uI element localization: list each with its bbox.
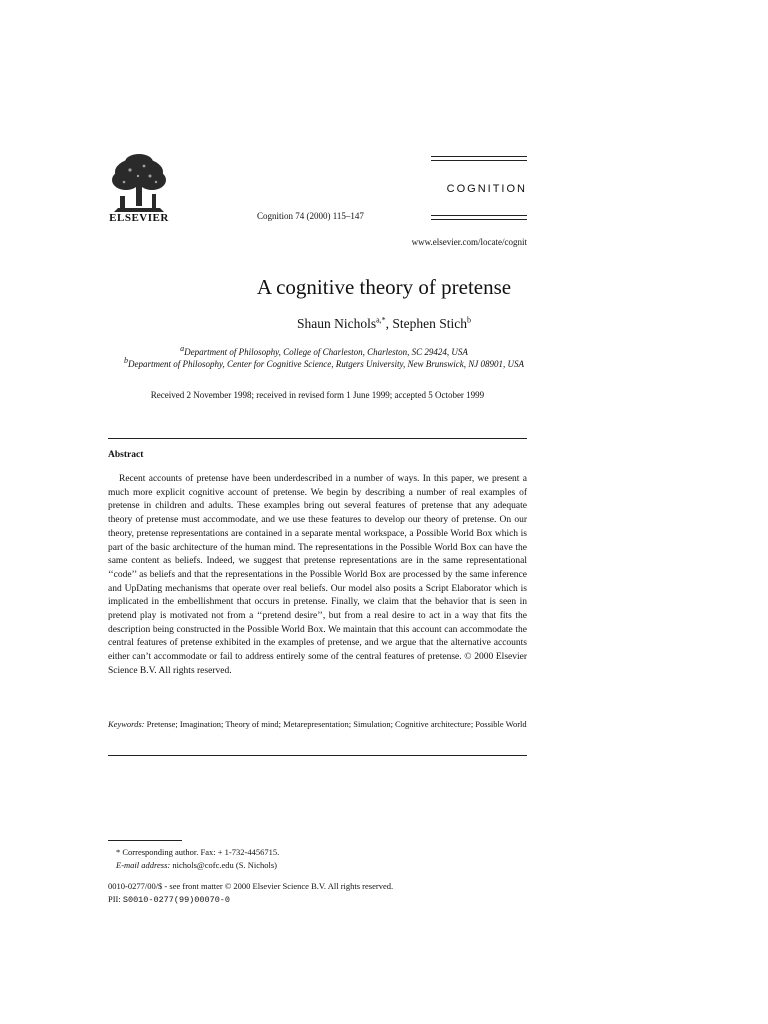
pii-label: PII: [108,894,121,904]
footnote-rule [108,840,182,841]
journal-url[interactable]: www.elsevier.com/locate/cognit [411,237,527,247]
abstract-text: Recent accounts of pretense have been underdescribed in a number of ways. In this paper, we present a much more explicit cognitive account of pretense. We begin by describing a number of real examples of pretense in children and adults. These examples bring out several features of pretense that any adequate theory of pretense must accommodate, and we use these features to develop our theory of pretense. On our theory, pretense representations are contained in a separate mental workspace, a Possible World Box which is part of the basic architecture of the human mind. The representations in the Possible World Box can have the same content as beliefs. Indeed, we suggest that pretense representations are in the same representational ‘‘code’’ as beliefs and that the representations in the Possible World Box are processed by the same inference and UpDating mechanisms that operate over real beliefs. Our model also posits a Script Elaborator which is implicated in the embellishment that occurs in pretense. Finally, we claim that the behavior that is seen in pretend play is motivated not from a ‘‘pretend desire’’, but from a real desire to act in a way that fits the description being constructed in the Possible World Box. We maintain that this account can accommodate the central features of pretense exhibited in the examples of pretense, and we argue that the alternative accounts either can’t accommodate or fail to address entirely some of the central features of pretense. © 2000 Elsevier Science B.V. All rights reserved. [108,474,527,676]
abstract-top-rule [108,438,527,439]
author-name: Shaun Nichols [296,316,377,331]
email-address[interactable]: nichols@cofc.edu (S. Nichols) [172,859,277,870]
copyright-block [108,880,393,907]
journal-name: COGNITION [446,183,527,195]
author-affiliation-marker: b [467,315,472,325]
keywords-label: Keywords: [108,719,145,729]
paper-title: A cognitive theory of pretense [256,275,512,299]
pii-code: S0010-0277(99)00070-0 [122,895,230,905]
email-label: E-mail address: [116,859,171,870]
keywords [108,718,527,731]
issn-line: 0010-0277/00/$ - see front matter © 2000 Elsevier Science B.V. All rights reserved. [108,881,394,891]
affiliation-b: $^b$Department of Philosophy, Center for Cognitive Science, Rutgers University, New Brunswick, NJ 08901, USA [124,356,524,369]
journal-rule-top-1 [431,156,527,157]
author-name: Stephen Stich [392,316,468,331]
publisher-name: ELSEVIER [109,212,169,224]
journal-rule-top-2 [431,160,527,161]
affiliation-a: $^a$Department of Philosophy, College of Charleston, Charleston, SC 29424, USA [180,344,468,357]
corresponding-author-note: * Corresponding author. Fax: + 1-732-4456715. [116,847,280,857]
keywords-list: Pretense; Imagination; Theory of mind; Metarepresentation; Simulation; Cognitive architecture; Possible World [146,719,527,729]
author-list: Shaun Nichols$^{a,*}$, Stephen Stich$^b$ [296,315,472,331]
footnote [108,846,279,871]
journal-rule-bottom-1 [431,215,527,216]
author-affiliation-marker: a,* [376,315,386,325]
abstract-bottom-rule [108,755,527,756]
abstract-heading: Abstract [108,450,144,460]
received-dates: Received 2 November 1998; received in revised form 1 June 1999; accepted 5 October 1999 [150,390,485,400]
journal-citation: Cognition 74 (2000) 115–147 [257,211,364,221]
journal-rule-bottom-2 [431,219,527,220]
